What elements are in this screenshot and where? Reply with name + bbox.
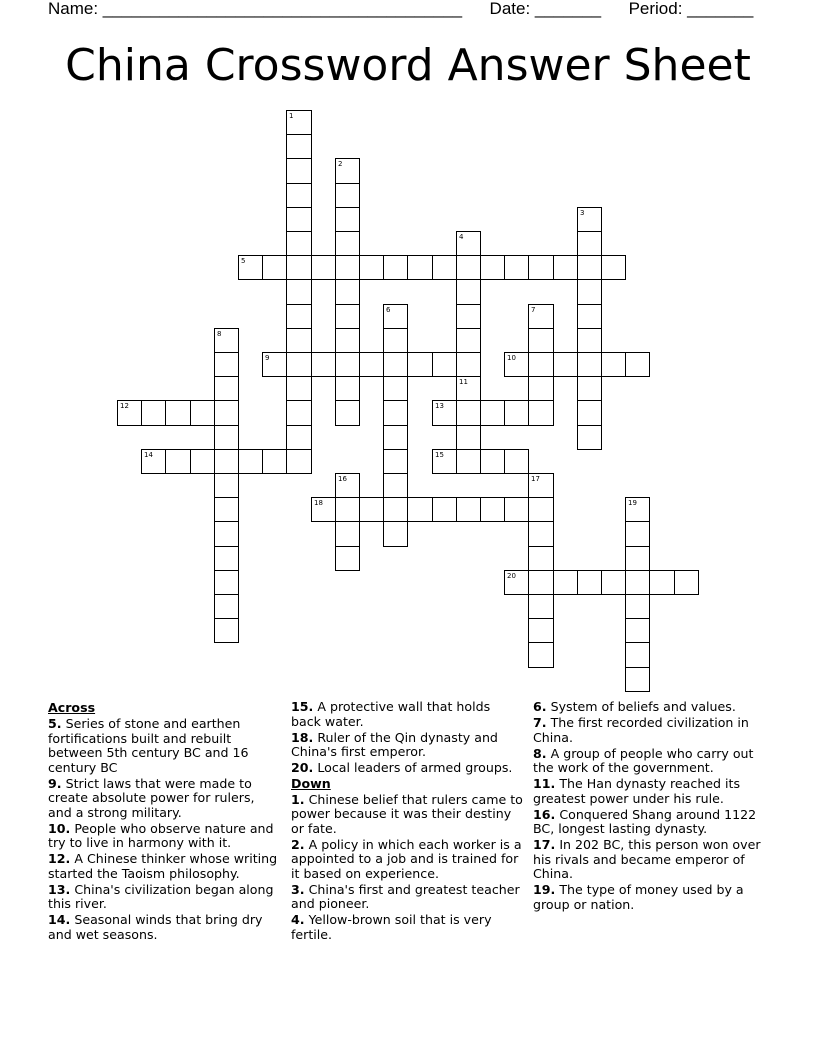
- grid-cell[interactable]: [528, 352, 554, 377]
- clue-across-5: 5. Series of stone and earthen fortifications built and rebuilt between 5th century BC and 16 century BC: [48, 716, 249, 775]
- grid-cell[interactable]: [577, 328, 602, 353]
- grid-cell[interactable]: [286, 425, 312, 450]
- grid-cell[interactable]: [601, 570, 626, 595]
- grid-cell[interactable]: [456, 449, 481, 474]
- grid-cell[interactable]: [335, 497, 360, 522]
- grid-cell[interactable]: [214, 400, 239, 426]
- grid-cell[interactable]: [214, 473, 239, 498]
- clue-number: 9: [265, 354, 270, 362]
- grid-cell[interactable]: [432, 400, 457, 426]
- grid-cell[interactable]: [383, 497, 408, 522]
- grid-cell[interactable]: [383, 473, 408, 498]
- grid-cell[interactable]: [480, 449, 505, 474]
- grid-cell[interactable]: [383, 352, 408, 377]
- grid-cell[interactable]: [528, 642, 554, 668]
- grid-cell[interactable]: [286, 110, 312, 135]
- grid-cell[interactable]: [456, 376, 481, 401]
- clue-number: 5: [241, 257, 246, 265]
- grid-cell[interactable]: [359, 255, 384, 280]
- grid-cell[interactable]: [528, 255, 554, 280]
- clue-down-8: 8. A group of people who carry out the work of the government.: [533, 745, 754, 775]
- clue-number: 15: [435, 451, 444, 459]
- grid-cell[interactable]: [407, 497, 433, 522]
- grid-cell[interactable]: [480, 497, 505, 522]
- grid-cell[interactable]: [335, 521, 360, 547]
- grid-cell[interactable]: [335, 279, 360, 305]
- clue-number: 7: [531, 306, 536, 314]
- clue-across-12: 12. A Chinese thinker whose writing started the Taoism philosophy.: [48, 851, 278, 881]
- grid-cell[interactable]: [625, 642, 650, 668]
- grid-cell[interactable]: [238, 255, 263, 280]
- clue-number: 14: [144, 451, 153, 459]
- clue-across-15: 15. A protective wall that holds back water.: [291, 699, 491, 729]
- grid-cell[interactable]: [383, 449, 408, 474]
- grid-cell[interactable]: [286, 134, 312, 159]
- grid-cell[interactable]: [286, 255, 312, 280]
- grid-cell[interactable]: [504, 570, 529, 595]
- grid-cell[interactable]: [214, 425, 239, 450]
- grid-cell[interactable]: [335, 546, 360, 571]
- clue-number: 3: [580, 209, 585, 217]
- grid-cell[interactable]: [625, 594, 650, 619]
- grid-cell[interactable]: [335, 183, 360, 208]
- clue-number: 19: [628, 499, 637, 507]
- grid-cell[interactable]: [383, 425, 408, 450]
- grid-cell[interactable]: [383, 376, 408, 401]
- grid-cell[interactable]: [359, 497, 384, 522]
- grid-cell[interactable]: [165, 400, 191, 426]
- grid-cell[interactable]: [577, 231, 602, 256]
- grid-cell[interactable]: [528, 594, 554, 619]
- grid-cell[interactable]: [335, 352, 360, 377]
- grid-cell[interactable]: [190, 449, 215, 474]
- grid-cell[interactable]: [456, 304, 481, 329]
- grid-cell[interactable]: [553, 570, 578, 595]
- grid-cell[interactable]: [577, 570, 602, 595]
- grid-cell[interactable]: [432, 352, 457, 377]
- grid-cell[interactable]: [262, 255, 287, 280]
- grid-cell[interactable]: [214, 594, 239, 619]
- grid-cell[interactable]: [117, 400, 142, 426]
- name-field[interactable]: Name: ______________________________________: [48, 0, 463, 18]
- grid-cell[interactable]: [286, 304, 312, 329]
- grid-cell[interactable]: [625, 546, 650, 571]
- clue-number: 8: [217, 330, 222, 338]
- across-heading: Across: [48, 700, 96, 715]
- grid-cell[interactable]: [214, 376, 239, 401]
- clue-down-6: 6. System of beliefs and values.: [533, 699, 736, 714]
- clues-column-1: [48, 700, 280, 942]
- down-heading: Down: [291, 775, 331, 791]
- grid-cell[interactable]: [528, 546, 554, 571]
- grid-cell[interactable]: [456, 328, 481, 353]
- grid-cell[interactable]: [286, 328, 312, 353]
- clues-column-2: [291, 700, 523, 942]
- grid-cell[interactable]: [432, 449, 457, 474]
- grid-cell[interactable]: [190, 400, 215, 426]
- grid-cell[interactable]: [456, 400, 481, 426]
- grid-cell[interactable]: [214, 449, 239, 474]
- grid-cell[interactable]: [335, 158, 360, 184]
- grid-cell[interactable]: [553, 255, 578, 280]
- grid-cell[interactable]: [335, 400, 360, 426]
- clue-number: 20: [507, 572, 516, 580]
- grid-cell[interactable]: [383, 304, 408, 329]
- grid-cell[interactable]: [625, 521, 650, 547]
- clue-number: 2: [338, 160, 343, 168]
- grid-cell[interactable]: [335, 231, 360, 256]
- clue-down-16: 16. Conquered Shang around 1122 BC, longest lasting dynasty.: [533, 806, 757, 836]
- grid-cell[interactable]: [625, 352, 650, 377]
- grid-cell[interactable]: [286, 400, 312, 426]
- grid-cell[interactable]: [214, 618, 239, 643]
- clue-number: 10: [507, 354, 516, 362]
- grid-cell[interactable]: [456, 352, 481, 377]
- grid-cell[interactable]: [238, 449, 263, 474]
- grid-cell[interactable]: [601, 352, 626, 377]
- grid-cell[interactable]: [311, 352, 336, 377]
- grid-cell[interactable]: [335, 376, 360, 401]
- grid-cell[interactable]: [553, 352, 578, 377]
- clue-number: 17: [531, 475, 540, 483]
- grid-cell[interactable]: [528, 618, 554, 643]
- grid-cell[interactable]: [480, 400, 505, 426]
- period-field[interactable]: Period: _______: [628, 0, 754, 18]
- grid-cell[interactable]: [286, 207, 312, 232]
- grid-cell[interactable]: [335, 304, 360, 329]
- clue-number: 16: [338, 475, 347, 483]
- grid-cell[interactable]: [165, 449, 191, 474]
- clue-across-9: 9. Strict laws that were made to create absolute power for rulers, and a strong military.: [48, 775, 255, 820]
- grid-cell[interactable]: [335, 473, 360, 498]
- grid-cell[interactable]: [528, 570, 554, 595]
- grid-cell[interactable]: [141, 449, 166, 474]
- date-field[interactable]: Date: _______: [489, 0, 602, 18]
- grid-cell[interactable]: [625, 570, 650, 595]
- clue-number: 1: [289, 112, 294, 120]
- grid-cell[interactable]: [577, 255, 602, 280]
- clue-across-14: 14. Seasonal winds that bring dry and wet seasons.: [48, 912, 263, 942]
- grid-cell[interactable]: [432, 497, 457, 522]
- grid-cell[interactable]: [504, 497, 529, 522]
- grid-cell[interactable]: [407, 352, 433, 377]
- grid-cell[interactable]: [528, 400, 554, 426]
- grid-cell[interactable]: [577, 304, 602, 329]
- grid-cell[interactable]: [383, 255, 408, 280]
- clue-across-13: 13. China's civilization began along this river.: [48, 881, 274, 911]
- grid-cell[interactable]: [456, 279, 481, 305]
- grid-cell[interactable]: [214, 328, 239, 353]
- grid-cell[interactable]: [625, 497, 650, 522]
- clue-down-4: 4. Yellow-brown soil that is very fertile.: [291, 912, 492, 942]
- grid-cell[interactable]: [577, 376, 602, 401]
- grid-cell[interactable]: [504, 449, 529, 474]
- page-title: China Crossword Answer Sheet: [65, 40, 751, 91]
- clue-down-3: 3. China's first and greatest teacher and pioneer.: [291, 881, 520, 911]
- grid-cell[interactable]: [286, 279, 312, 305]
- grid-cell[interactable]: [407, 255, 433, 280]
- clue-number: 6: [386, 306, 391, 314]
- grid-cell[interactable]: [335, 328, 360, 353]
- clue-number: 11: [459, 378, 468, 386]
- grid-cell[interactable]: [456, 425, 481, 450]
- grid-cell[interactable]: [383, 521, 408, 547]
- clue-down-11: 11. The Han dynasty reached its greatest power under his rule.: [533, 776, 741, 806]
- clue-down-2: 2. A policy in which each worker is a appointed to a job and is trained for it based on experience.: [291, 836, 522, 881]
- grid-cell[interactable]: [528, 497, 554, 522]
- grid-cell[interactable]: [262, 352, 287, 377]
- grid-cell[interactable]: [141, 400, 166, 426]
- grid-cell[interactable]: [577, 400, 602, 426]
- grid-cell[interactable]: [214, 570, 239, 595]
- grid-cell[interactable]: [577, 352, 602, 377]
- grid-cell[interactable]: [528, 376, 554, 401]
- grid-cell[interactable]: [504, 400, 529, 426]
- grid-cell[interactable]: [359, 352, 384, 377]
- clue-across-10: 10. People who observe nature and try to live in harmony with it.: [48, 820, 274, 850]
- clue-number: 4: [459, 233, 464, 241]
- grid-cell[interactable]: [286, 376, 312, 401]
- grid-cell[interactable]: [286, 158, 312, 184]
- grid-cell[interactable]: [577, 207, 602, 232]
- grid-cell[interactable]: [335, 207, 360, 232]
- clue-down-7: 7. The first recorded civilization in China.: [533, 715, 749, 745]
- grid-cell[interactable]: [383, 328, 408, 353]
- grid-cell[interactable]: [577, 425, 602, 450]
- grid-cell[interactable]: [456, 497, 481, 522]
- grid-cell[interactable]: [577, 279, 602, 305]
- clues-column-3: [533, 700, 771, 912]
- grid-cell[interactable]: [214, 521, 239, 547]
- clue-number: 12: [120, 402, 129, 410]
- clue-across-18: 18. Ruler of the Qin dynasty and China's first emperor.: [291, 729, 498, 759]
- grid-cell[interactable]: [214, 352, 239, 377]
- clue-down-17: 17. In 202 BC, this person won over his rivals and became emperor of China.: [533, 837, 761, 881]
- grid-cell[interactable]: [528, 304, 554, 329]
- grid-cell[interactable]: [286, 183, 312, 208]
- grid-cell[interactable]: [286, 231, 312, 256]
- grid-cell[interactable]: [311, 497, 336, 522]
- grid-cell[interactable]: [432, 255, 457, 280]
- grid-cell[interactable]: [286, 352, 312, 377]
- grid-cell[interactable]: [456, 231, 481, 256]
- grid-cell[interactable]: [262, 449, 287, 474]
- grid-cell[interactable]: [649, 570, 675, 595]
- grid-cell[interactable]: [528, 473, 554, 498]
- grid-cell[interactable]: [674, 570, 699, 595]
- grid-cell[interactable]: [528, 521, 554, 547]
- clue-number: 18: [314, 499, 323, 507]
- grid-cell[interactable]: [456, 255, 481, 280]
- grid-cell[interactable]: [625, 618, 650, 643]
- grid-cell[interactable]: [504, 255, 529, 280]
- clue-down-19: 19. The type of money used by a group or nation.: [533, 882, 744, 912]
- grid-cell[interactable]: [335, 255, 360, 280]
- grid-cell[interactable]: [383, 400, 408, 426]
- clue-number: 13: [435, 402, 444, 410]
- grid-cell[interactable]: [286, 449, 312, 474]
- grid-cell[interactable]: [625, 667, 650, 692]
- grid-cell[interactable]: [480, 255, 505, 280]
- grid-cell[interactable]: [311, 255, 336, 280]
- grid-cell[interactable]: [528, 328, 554, 353]
- grid-cell[interactable]: [504, 352, 529, 377]
- clue-across-20: 20. Local leaders of armed groups.: [291, 760, 513, 775]
- grid-cell[interactable]: [214, 497, 239, 522]
- clue-down-1: 1. Chinese belief that rulers came to power because it was their destiny or fate.: [291, 791, 523, 836]
- grid-cell[interactable]: [214, 546, 239, 571]
- grid-cell[interactable]: [601, 255, 626, 280]
